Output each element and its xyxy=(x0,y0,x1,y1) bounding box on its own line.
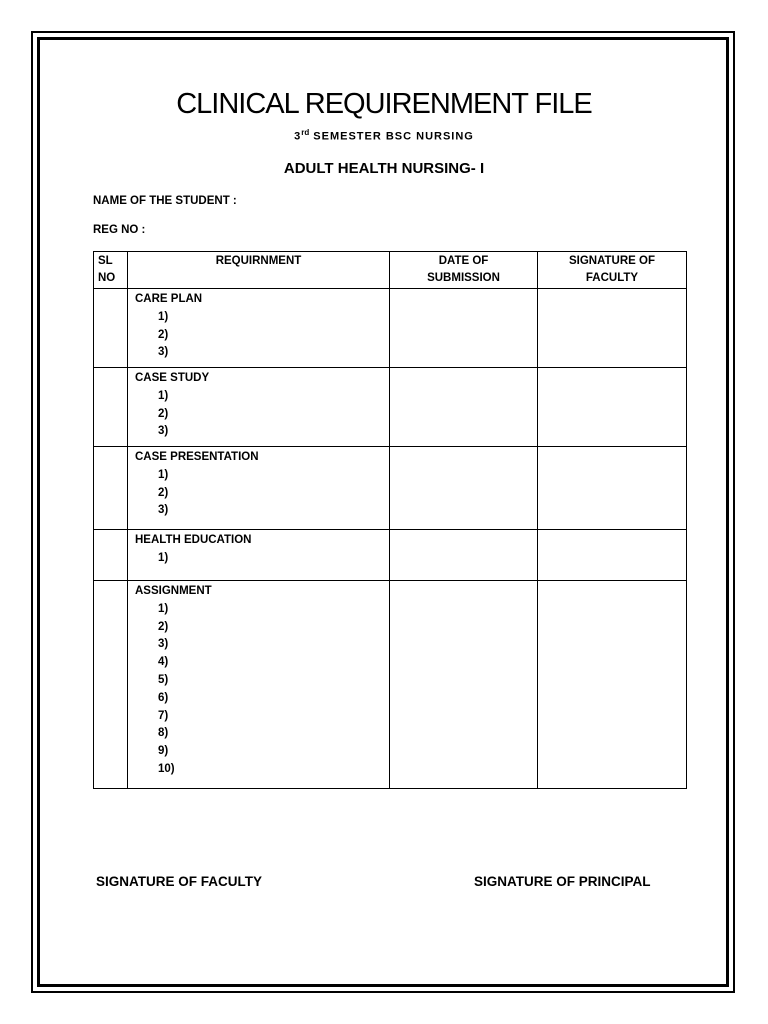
sl-no-cell[interactable] xyxy=(94,447,128,530)
signature-cell[interactable] xyxy=(538,530,687,581)
requirement-item: 1) xyxy=(158,389,169,402)
requirement-category: ASSIGNMENT xyxy=(135,585,212,597)
sl-no-cell[interactable] xyxy=(94,368,128,447)
requirement-item: 5) xyxy=(158,673,169,686)
reg-no-label: REG NO : xyxy=(93,224,146,236)
header-date-line2: SUBMISSION xyxy=(427,272,500,284)
requirement-category: CASE STUDY xyxy=(135,372,210,384)
requirement-item: 1) xyxy=(158,551,169,564)
signature-of-principal-label: SIGNATURE OF PRINCIPAL xyxy=(474,874,651,889)
signature-cell[interactable] xyxy=(538,581,687,789)
signature-cell[interactable] xyxy=(538,289,687,368)
subtitle-ordinal: 3 xyxy=(294,130,302,143)
subtitle-ordinal-suffix: rd xyxy=(301,128,310,137)
requirement-item: 4) xyxy=(158,656,169,669)
requirement-item: 10) xyxy=(158,762,175,775)
table-row xyxy=(94,530,687,581)
requirement-item: 9) xyxy=(158,745,169,758)
subtitle-text: SEMESTER BSC NURSING xyxy=(309,130,474,143)
requirement-cell xyxy=(128,289,390,368)
document-title: CLINICAL REQUIRENMENT FILE xyxy=(176,88,592,120)
signature-cell[interactable] xyxy=(538,447,687,530)
requirement-item: 3) xyxy=(158,504,169,517)
requirement-item: 1) xyxy=(158,468,169,481)
requirement-item: 2) xyxy=(158,486,169,499)
table-header-row xyxy=(94,252,687,289)
requirement-cell xyxy=(128,368,390,447)
header-signature-line1: SIGNATURE OF xyxy=(568,255,656,267)
signature-cell[interactable] xyxy=(538,368,687,447)
header-signature-of-faculty xyxy=(538,252,687,289)
header-sl-no xyxy=(94,252,128,289)
document-subtitle xyxy=(0,128,768,143)
header-date-line1: DATE OF xyxy=(438,255,489,267)
sl-no-cell[interactable] xyxy=(94,581,128,789)
requirement-item: 2) xyxy=(158,407,169,420)
header-signature-line2: FACULTY xyxy=(585,272,639,284)
requirement-item: 7) xyxy=(158,709,169,722)
table-row xyxy=(94,368,687,447)
requirement-item: 8) xyxy=(158,727,169,740)
subject-heading: ADULT HEALTH NURSING- I xyxy=(283,160,485,177)
date-cell[interactable] xyxy=(390,581,538,789)
date-cell[interactable] xyxy=(390,368,538,447)
requirement-item: 1) xyxy=(158,310,169,323)
requirement-item: 3) xyxy=(158,346,169,359)
signature-of-faculty-label: SIGNATURE OF FACULTY xyxy=(96,874,262,889)
requirements-table xyxy=(93,251,687,789)
date-cell[interactable] xyxy=(390,530,538,581)
student-name-label: NAME OF THE STUDENT : xyxy=(93,195,237,207)
table-row xyxy=(94,289,687,368)
requirement-cell xyxy=(128,530,390,581)
requirement-category: HEALTH EDUCATION xyxy=(135,534,252,546)
table-row xyxy=(94,581,687,789)
requirement-item: 3) xyxy=(158,638,169,651)
header-date-of-submission xyxy=(390,252,538,289)
requirement-item: 1) xyxy=(158,602,169,615)
requirement-item: 3) xyxy=(158,425,169,438)
header-sl-line2: NO xyxy=(98,272,116,284)
requirement-item: 2) xyxy=(158,328,169,341)
date-cell[interactable] xyxy=(390,447,538,530)
header-requirement: REQUIRNMENT xyxy=(128,252,390,289)
date-cell[interactable] xyxy=(390,289,538,368)
sl-no-cell[interactable] xyxy=(94,289,128,368)
requirement-item: 2) xyxy=(158,620,169,633)
requirement-category: CASE PRESENTATION xyxy=(135,451,259,463)
requirement-category: CARE PLAN xyxy=(135,293,203,305)
requirement-cell xyxy=(128,581,390,789)
sl-no-cell[interactable] xyxy=(94,530,128,581)
header-sl-line1: SL xyxy=(98,255,113,267)
requirement-cell xyxy=(128,447,390,530)
table-row xyxy=(94,447,687,530)
requirement-item: 6) xyxy=(158,691,169,704)
